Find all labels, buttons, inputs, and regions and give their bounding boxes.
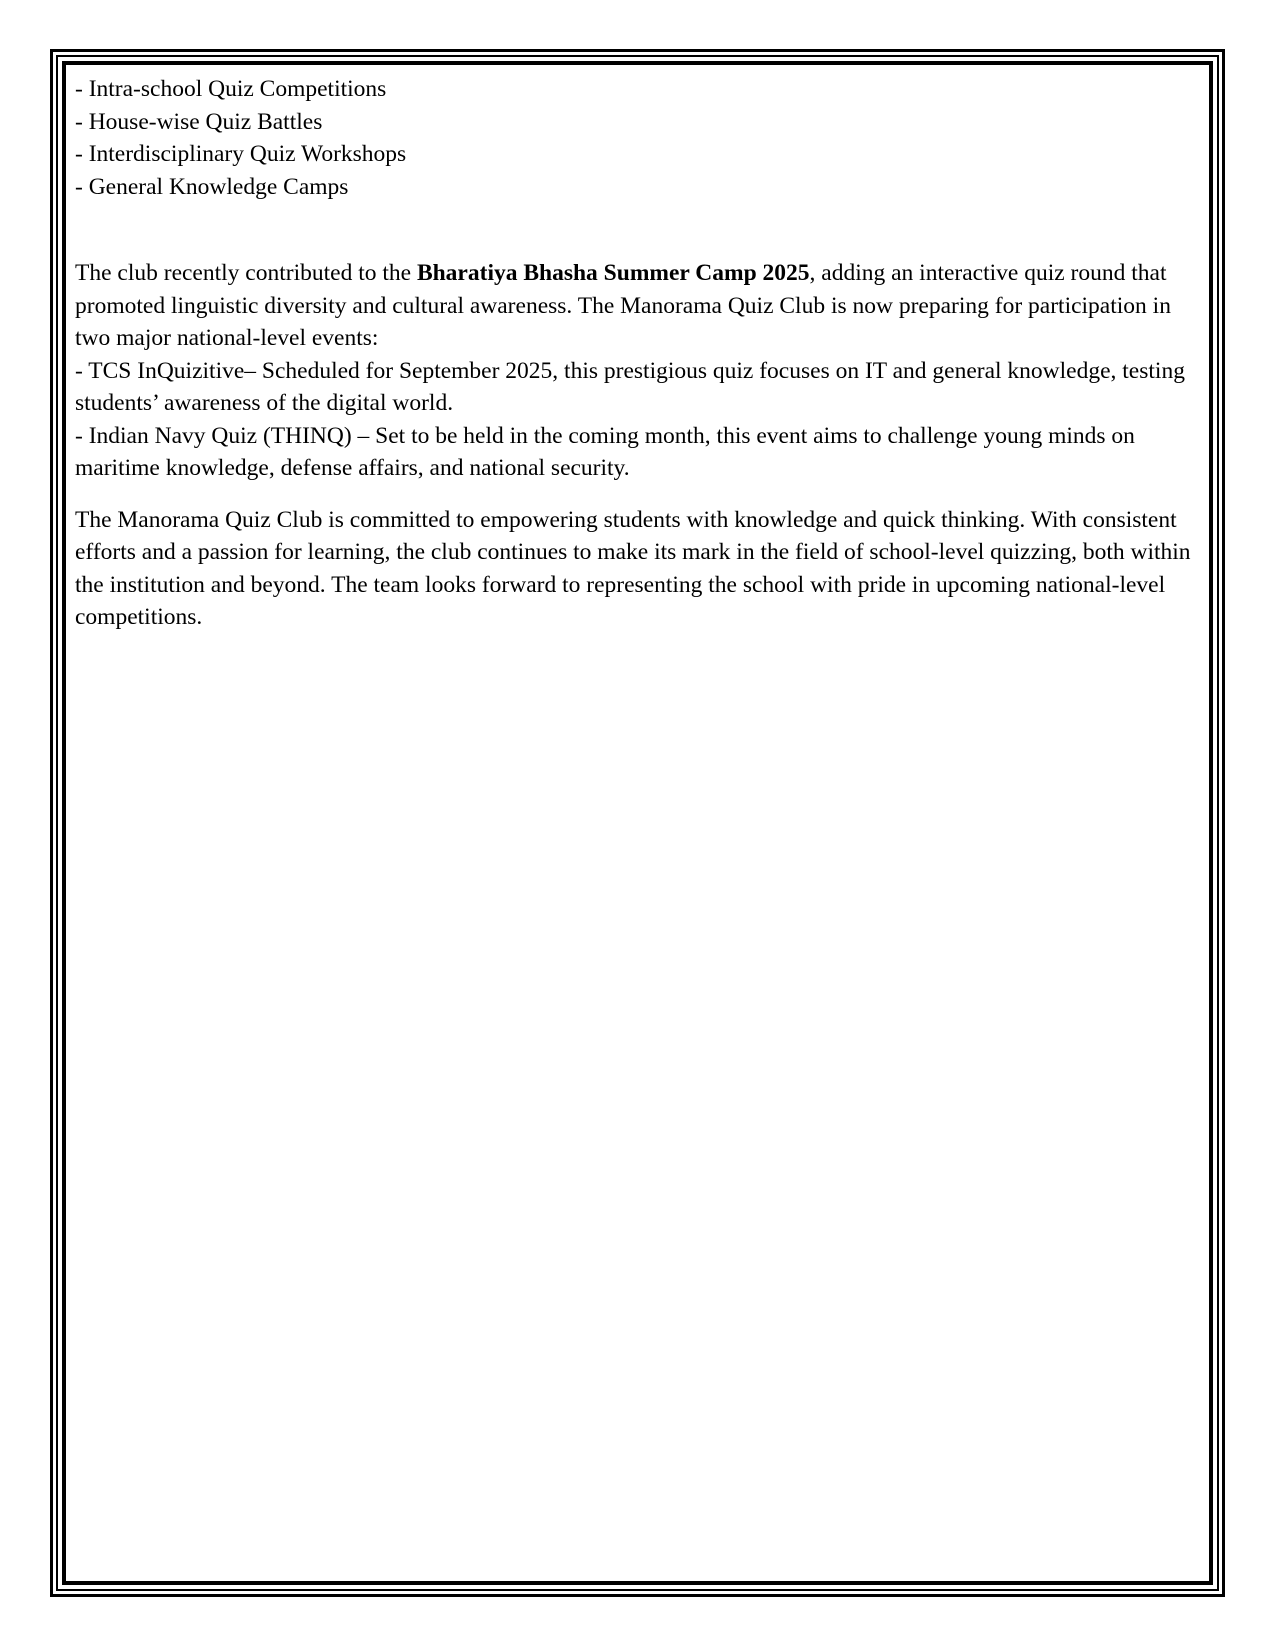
spacer — [75, 485, 1205, 504]
document-body — [75, 73, 1205, 634]
spacer — [75, 203, 1205, 257]
camp-intro-before: The club recently contributed to the — [75, 260, 417, 286]
closing-paragraph: The Manorama Quiz Club is committed to empowering students with knowledge and quick thinking. With consistent efforts and a passion for learning, the club continues to make its mark in the field of school-level quizzing, both within the institution and beyond. The team looks forward to representing the school with pride in upcoming national-level competitions. — [75, 506, 1191, 630]
camp-paragraph — [75, 257, 1205, 355]
activity-item: - General Knowledge Camps — [75, 173, 349, 200]
activity-item: - Intra-school Quiz Competitions — [75, 76, 387, 102]
activities-list — [75, 73, 1205, 203]
event-tcs-inquizitive: - TCS InQuizitive– Scheduled for September 2025, this prestigious quiz focuses on IT and general knowledge, testing students’ awareness of the digital world. — [75, 357, 1185, 416]
camp-intro-after: , adding an interactive quiz round that promoted linguistic diversity and cultural awareness. The Manorama Quiz Club is now preparing for participation in two major national-level events: — [75, 260, 1171, 351]
camp-name: Bharatiya Bhasha Summer Camp 2025 — [416, 260, 810, 286]
activity-item: - Interdisciplinary Quiz Workshops — [75, 141, 407, 167]
event-indian-navy-quiz: - Indian Navy Quiz (THINQ) – Set to be held in the coming month, this event aims to challenge young minds on maritime knowledge, defense affairs, and national security. — [75, 422, 1135, 481]
activity-item: - House-wise Quiz Battles — [75, 108, 323, 135]
